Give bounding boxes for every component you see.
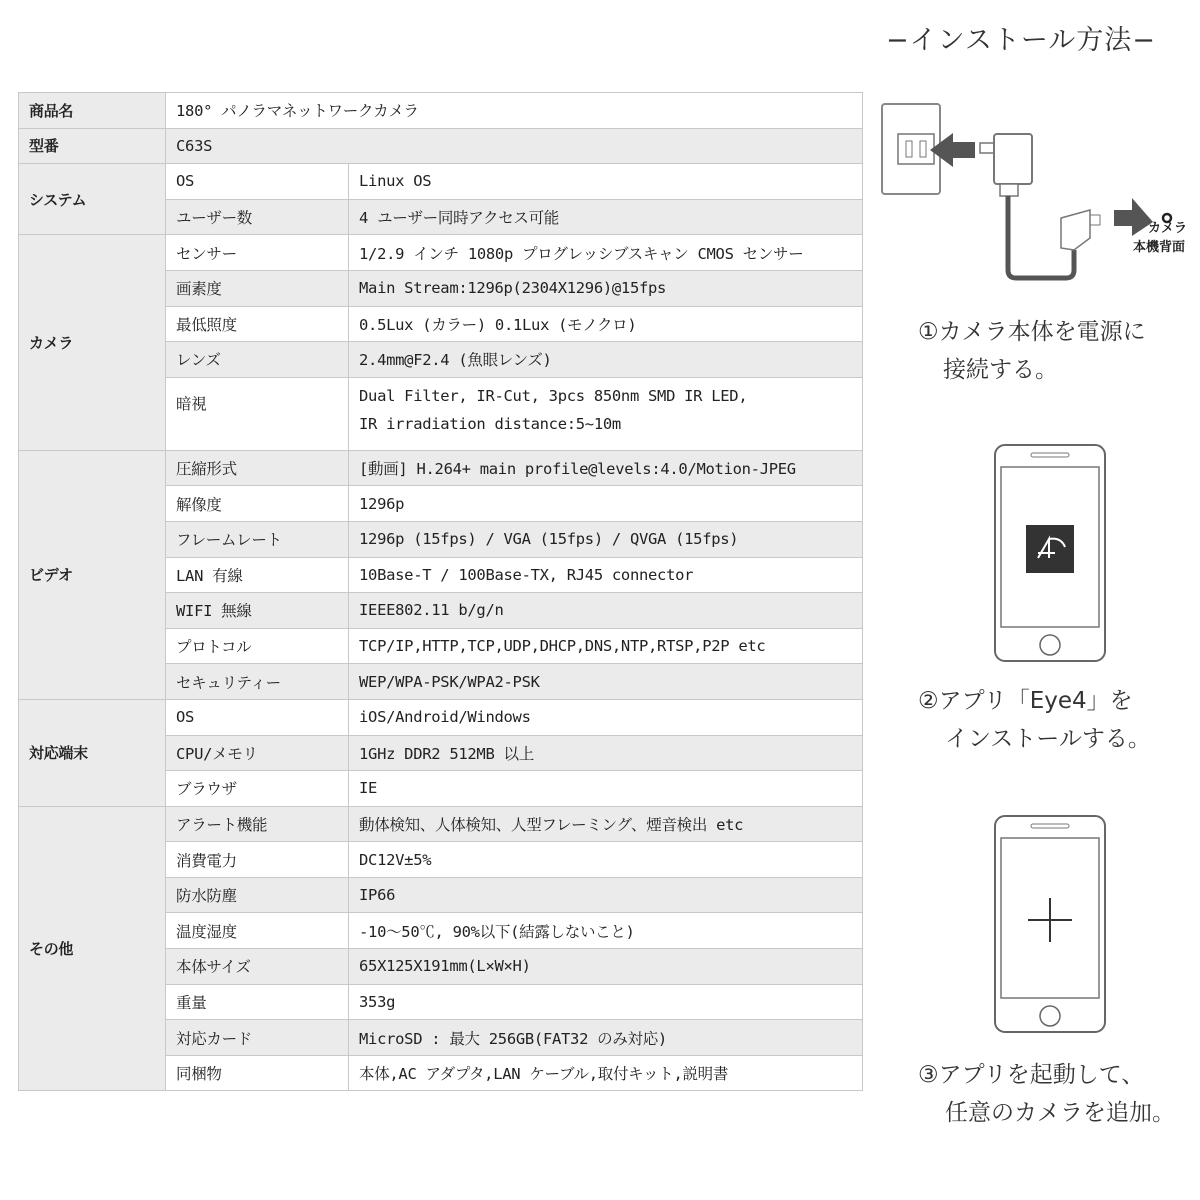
spec-value xyxy=(349,377,863,450)
table-row xyxy=(19,806,863,842)
spec-value: Main Stream:1296p(2304X1296)@15fps xyxy=(349,270,863,306)
table-row xyxy=(19,235,863,271)
spec-value: -10〜50℃, 90%以下(結露しないこと) xyxy=(349,913,863,949)
install-title: −インストール方法− xyxy=(886,25,1156,56)
spec-key: センサー xyxy=(166,235,349,271)
spec-key: 重量 xyxy=(166,984,349,1020)
spec-value: 10Base-T / 100Base-TX, RJ45 connector xyxy=(349,557,863,593)
step-3-line2: 任意のカメラを追加。 xyxy=(945,1100,1175,1126)
spec-key: C63S xyxy=(166,128,863,164)
spec-value: 1GHz DDR2 512MB 以上 xyxy=(349,735,863,771)
spec-key: 暗視 xyxy=(166,377,349,450)
spec-value: iOS/Android/Windows xyxy=(349,699,863,735)
step-2-line2: インストールする。 xyxy=(945,726,1151,752)
category-cell: 商品名 xyxy=(19,93,166,129)
spec-key: 同梱物 xyxy=(166,1055,349,1091)
spec-value: 1296p (15fps) / VGA (15fps) / QVGA (15fps) xyxy=(349,521,863,557)
table-row xyxy=(19,450,863,486)
category-cell: カメラ xyxy=(19,235,166,450)
spec-key: OS xyxy=(166,164,349,200)
camera-back-label: 本機背面 xyxy=(1133,240,1186,255)
spec-key: 圧縮形式 xyxy=(166,450,349,486)
spec-key: OS xyxy=(166,699,349,735)
spec-key: ブラウザ xyxy=(166,771,349,807)
table-row xyxy=(19,699,863,735)
category-cell: その他 xyxy=(19,806,166,1091)
spec-value: 65X125X191mm(L×W×H) xyxy=(349,949,863,985)
table-row xyxy=(19,128,863,164)
spec-key: 画素度 xyxy=(166,270,349,306)
category-cell: 対応端末 xyxy=(19,699,166,806)
spec-table xyxy=(18,92,863,1091)
spec-key: 対応カード xyxy=(166,1020,349,1056)
spec-key: 消費電力 xyxy=(166,842,349,878)
spec-value: 本体,AC アダプタ,LAN ケーブル,取付キット,説明書 xyxy=(349,1055,863,1091)
spec-key: 最低照度 xyxy=(166,306,349,342)
spec-key: フレームレート xyxy=(166,521,349,557)
step-3 xyxy=(918,1056,1175,1132)
spec-key: WIFI 無線 xyxy=(166,593,349,629)
table-row xyxy=(19,164,863,200)
spec-value: 0.5Lux (カラー) 0.1Lux (モノクロ) xyxy=(349,306,863,342)
spec-value: MicroSD : 最大 256GB(FAT32 のみ対応) xyxy=(349,1020,863,1056)
power-connection-diagram xyxy=(878,100,1200,285)
spec-key: 本体サイズ xyxy=(166,949,349,985)
spec-key: ユーザー数 xyxy=(166,199,349,235)
spec-value: 4 ユーザー同時アクセス可能 xyxy=(349,199,863,235)
spec-value: TCP/IP,HTTP,TCP,UDP,DHCP,DNS,NTP,RTSP,P2P etc xyxy=(349,628,863,664)
spec-value: IE xyxy=(349,771,863,807)
camera-label: カメラ xyxy=(1148,221,1188,236)
spec-value: 動体検知、人体検知、人型フレーミング、煙音検出 etc xyxy=(349,806,863,842)
spec-value: WEP/WPA-PSK/WPA2-PSK xyxy=(349,664,863,700)
spec-value: 1296p xyxy=(349,486,863,522)
spec-value: IEEE802.11 b/g/n xyxy=(349,593,863,629)
spec-key: セキュリティー xyxy=(166,664,349,700)
spec-key: アラート機能 xyxy=(166,806,349,842)
spec-value: [動画] H.264+ main profile@levels:4.0/Motion-JPEG xyxy=(349,450,863,486)
category-cell: ビデオ xyxy=(19,450,166,699)
step-3-line1: ③アプリを起動して、 xyxy=(918,1062,1145,1088)
step-1-line2: 接続する。 xyxy=(943,357,1058,383)
spec-key: 防水防塵 xyxy=(166,877,349,913)
step-1-line1: ①カメラ本体を電源に xyxy=(918,319,1146,345)
step-2 xyxy=(918,682,1151,758)
spec-key: プロトコル xyxy=(166,628,349,664)
spec-key: LAN 有線 xyxy=(166,557,349,593)
spec-key: レンズ xyxy=(166,342,349,378)
category-cell: 型番 xyxy=(19,128,166,164)
step-2-line1: ②アプリ「Eye4」を xyxy=(918,688,1133,714)
spec-key: CPU/メモリ xyxy=(166,735,349,771)
spec-value: 2.4mm@F2.4 (魚眼レンズ) xyxy=(349,342,863,378)
spec-value-line: Dual Filter, IR-Cut, 3pcs 850nm SMD IR LED, xyxy=(359,386,748,405)
spec-value: DC12V±5% xyxy=(349,842,863,878)
spec-value-line: IR irradiation distance:5~10m xyxy=(359,414,621,433)
category-cell: システム xyxy=(19,164,166,235)
spec-value: 353g xyxy=(349,984,863,1020)
table-row xyxy=(19,93,863,129)
spec-key: 温度湿度 xyxy=(166,913,349,949)
phone-add-icon xyxy=(993,814,1107,1034)
spec-value: IP66 xyxy=(349,877,863,913)
phone-app-icon xyxy=(993,443,1107,663)
spec-key: 解像度 xyxy=(166,486,349,522)
spec-value: Linux OS xyxy=(349,164,863,200)
step-1 xyxy=(918,313,1146,389)
spec-key: 180° パノラマネットワークカメラ xyxy=(166,93,863,129)
spec-value: 1/2.9 インチ 1080p プログレッシブスキャン CMOS センサー xyxy=(349,235,863,271)
